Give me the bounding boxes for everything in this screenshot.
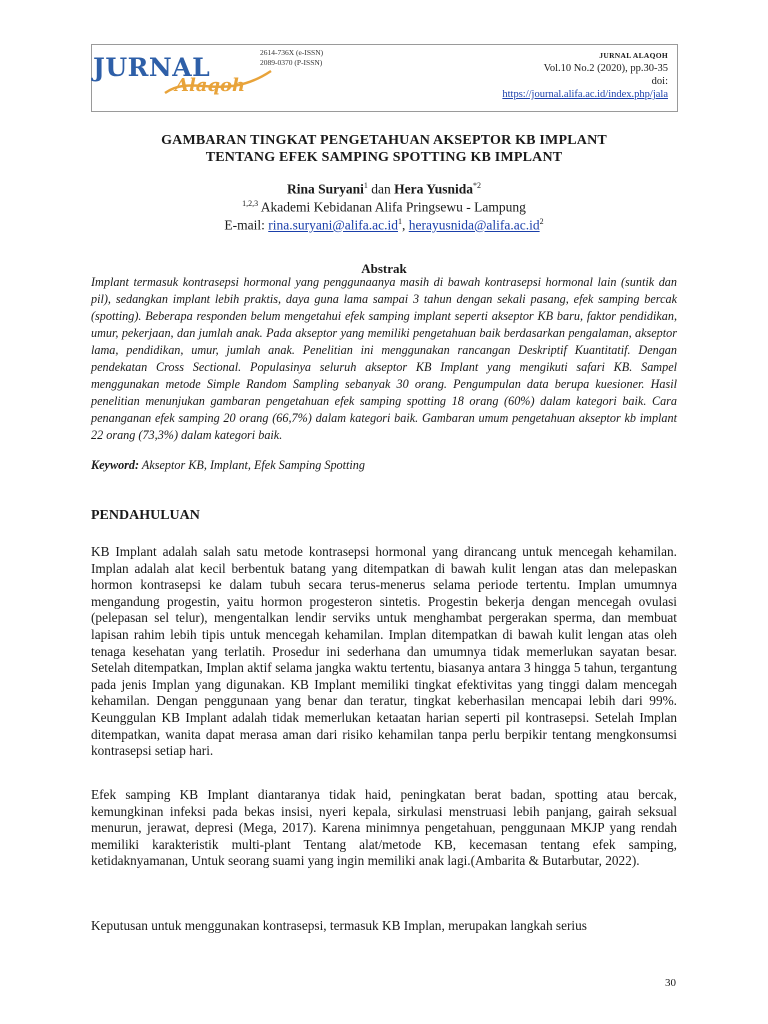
affiliation-line xyxy=(0,199,768,216)
journal-logo xyxy=(93,47,273,107)
email-sup-1: 1 xyxy=(398,217,402,226)
author1-sup: 1 xyxy=(363,181,368,190)
authors-line xyxy=(0,181,768,198)
paragraph-3: Keputusan untuk menggunakan kontrasepsi, termasuk KB Implan, merupakan langkah serius xyxy=(91,918,587,933)
affiliation-sup: 1,2,3 xyxy=(242,199,259,208)
section-heading: PENDAHULUAN xyxy=(91,508,200,523)
email-link-2[interactable]: herayusnida@alifa.ac.id xyxy=(408,217,540,233)
logo-main-text: JURNAL xyxy=(93,53,211,82)
logo-sub-text: Alaqoh xyxy=(175,75,246,96)
issn-print: 2089-0370 (P-ISSN) xyxy=(260,58,323,67)
authors-and: dan xyxy=(367,181,395,197)
page-number: 30 xyxy=(665,977,676,989)
affiliation-text: Akademi Kebidanan Alifa Pringsewu - Lampung xyxy=(258,199,526,215)
author2-name: Hera Yusnida xyxy=(394,181,474,197)
email-sup-2: 2 xyxy=(539,217,544,226)
journal-volume: Vol.10 No.2 (2020), pp.30-35 xyxy=(543,63,668,74)
abstract-body: Implant termasuk kontrasepsi hormonal yang penggunaanya masih di bawah kontrasepsi hormonal lain (suntik dan pil), sedangkan implant lebih praktis, daya guna lama sampai 3 tahun dengan sekali pasang, efek samping bercak (spotting). Beberapa responden belum mengetahui efek samping implant seperti akseptor KB baru, faktor pendidikan, umur, pekerjaan, dan jumlah anak. Pada akseptor yang memiliki pengetahuan baik berdasarkan pengalaman, akseptor lama, pendidikan, umur, jumlah anak. Penelitian ini menggunakan rancangan Deskriptif Kuantitatif. Dengan pendekatan Cross Sectional. Populasinya seluruh akseptor KB Implant yang mengikuti safari KB. Sampel menggunakan metode Simple Random Sampling sebanyak 30 orang. Pengumpulan data berupa kuesioner. Hasil penelitian menunjukan gambaran pengetahuan efek samping spotting 18 orang (60%) dalam kategori baik. Cara penanganan efek samping 20 orang (66,7%) dalam kategori baik. Gambaran umum pengetahuan akseptor kb implant 22 orang (73,3%) dalam kategori baik. xyxy=(91,275,677,442)
author2-sup: *2 xyxy=(473,181,482,190)
journal-doi: doi: xyxy=(651,76,668,87)
email-label: E-mail: xyxy=(224,217,269,233)
journal-info xyxy=(502,49,668,101)
keyword-text: Akseptor KB, Implant, Efek Samping Spotting xyxy=(139,458,365,472)
journal-url-link[interactable]: https://journal.alifa.ac.id/index.php/jala xyxy=(502,89,668,100)
email-separator: , xyxy=(402,217,409,233)
email-line xyxy=(0,217,768,234)
keyword-label: Keyword: xyxy=(91,458,140,472)
author1-name: Rina Suryani xyxy=(286,181,364,197)
paper-title-line1: GAMBARAN TINGKAT PENGETAHUAN AKSEPTOR KB IMPLANT xyxy=(161,133,607,148)
journal-name: JURNAL ALAQOH xyxy=(599,51,668,60)
abstract-heading: Abstrak xyxy=(361,261,407,276)
email-link-1[interactable]: rina.suryani@alifa.ac.id xyxy=(268,217,398,233)
issn-block xyxy=(260,48,323,68)
paragraph-1: KB Implant adalah salah satu metode kontrasepsi hormonal yang dirancang untuk mencegah kehamilan. Implan adalah alat kecil berbentuk batang yang ditempatkan di bawah kulit lengan atas dan melepaskan hormon kontrasepsi ke dalam tubuh secara terus-menerus selama periode tertentu. Implan umumnya mengandung progestin, yaitu hormon progesteron sintetis. Progestin bekerja dengan mencegah ovulasi (pelepasan sel telur), mengentalkan lendir serviks untuk menghambat pergerakan sperma, dan membuat lapisan rahim lebih tipis untuk mencegah kehamilan. Implan ditempatkan di bawah kulit lengan atas oleh tenaga kesehatan yang terlatih. Prosedur ini sederhana dan umumnya tidak memerlukan sayatan besar. Setelah ditempatkan, Implan aktif selama jangka waktu tertentu, biasanya antara 3 hingga 5 tahun, tergantung pada jenis Implan yang digunakan. KB Implant memiliki tingkat efektivitas yang tinggi dalam mencegah kehamilan. Dengan penggunaan yang benar dan teratur, tingkat keberhasilan mencapai lebih dari 99%. Keunggulan KB Implant adalah tidak memerlukan ketaatan harian seperti pil kontrasepsi. Setelah Implan ditempatkan, wanita dapat merasa aman dari risiko kehamilan tanpa perlu berpikir tentang mengkonsumsi kontrasepsi setiap hari. xyxy=(91,544,677,759)
keyword-line xyxy=(91,458,365,473)
paper-title-line2: TENTANG EFEK SAMPING SPOTTING KB IMPLANT xyxy=(205,150,563,165)
paragraph-2: Efek samping KB Implant diantaranya tidak haid, peningkatan berat badan, spotting atau bercak, kemungkinan infeksi pada bekas insisi, nyeri kepala, sirkulasi menstruasi lebih panjang, gairah seksual menurun, jerawat, depresi (Mega, 2017). Karena minimnya pengetahuan, penggunaan MKJP yang rendah memiliki karakteristik multi-plant Tentang alat/metode KB, kecemasan tentang efek samping, ketidaknyamanan, Untuk seorang suami yang ingin memiliki anak lagi.(Ambarita & Butarbutar, 2022). xyxy=(91,787,677,869)
issn-electronic: 2614-736X (e-ISSN) xyxy=(260,48,324,57)
